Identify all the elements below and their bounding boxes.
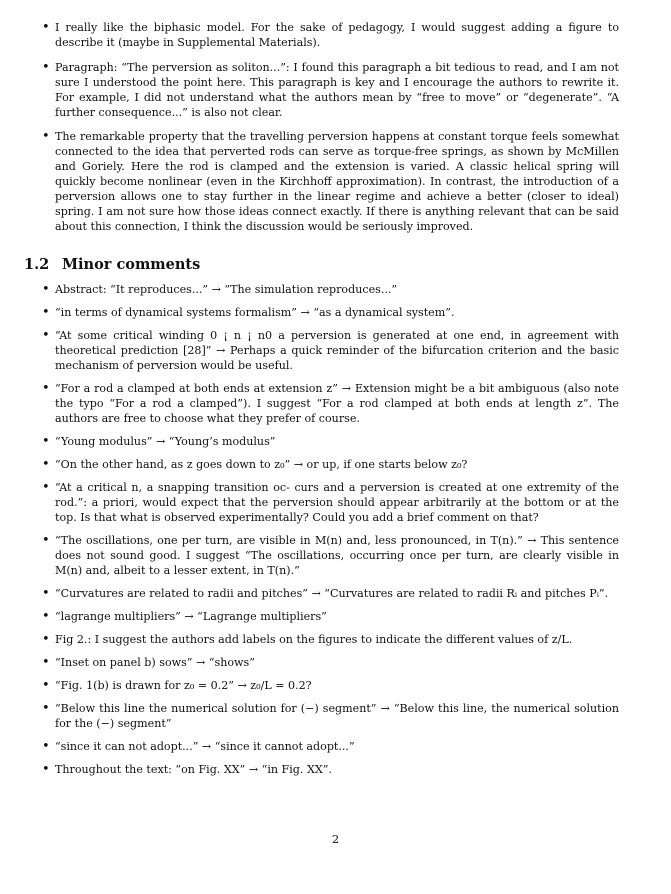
list-item: • “in terms of dynamical systems formalism” → “as a dynamical system”. — [43, 305, 619, 320]
list-item: • The remarkable property that the travelling perversion happens at constant torque feels somewhat connected to the idea that perverted rods can serve as torque-free springs, as shown by McMillen and Goriely. Here the rod is clamped and the extension is varied. A classic helical spring will quickly become nonlinear (even in the Kirchhoff approximation). In contrast, the introduction of a perversion allows one to stay further in the linear regime and achieve a better (closer to ideal) spring. I am not sure how those ideas connect exactly. If there is anything relevant that can be said about this connection, I think the discussion would be seriously improved. — [43, 129, 619, 234]
list-item: • “since it can not adopt...” → “since it cannot adopt...” — [43, 739, 619, 754]
list-item: • I really like the biphasic model. For the sake of pedagogy, I would suggest adding a figure to describe it (maybe in Supplemental Materials). — [43, 20, 619, 50]
section-number: 1.2 — [24, 256, 50, 273]
list-item: • “Below this line the numerical solution for (−) segment” → “Below this line, the numerical solution for the (−) segment” — [43, 701, 619, 731]
list-item: • Throughout the text: “on Fig. XX” → “in Fig. XX”. — [43, 762, 619, 777]
list-item: • “For a rod a clamped at both ends at extension z” → Extension might be a bit ambiguous (also note the typo “For a rod a clamped”). I suggest “For a rod clamped at both ends at length z”. The authors are free to choose what they prefer of course. — [43, 381, 619, 426]
list-item: • “At a critical n, a snapping transition oc- curs and a perversion is created at one extremity of the rod.”: a priori, would expect that the perversion should appear arbitrarily at the bottom or at the top. Is that what is observed experimentally? Could you add a brief comment on that? — [43, 480, 619, 525]
major-comments-list — [43, 20, 619, 244]
list-item: • Abstract: “It reproduces...” → “The simulation reproduces...” — [43, 282, 619, 297]
list-item: • “Inset on panel b) sows” → “shows” — [43, 655, 619, 670]
list-item: • “The oscillations, one per turn, are visible in M(n) and, less pronounced, in T(n).” → This sentence does not sound good. I suggest “The oscillations, occurring once per turn, are clearly visible in M(n) and, albeit to a lesser extent, in T(n).” — [43, 533, 619, 578]
list-item: • “Curvatures are related to radii and pitches” → “Curvatures are related to radii Rᵢ and pitches Pᵢ”. — [43, 586, 619, 601]
list-item: • Paragraph: “The perversion as soliton...”: I found this paragraph a bit tedious to read, and I am not sure I understood the point here. This paragraph is key and I encourage the authors to rewrite it. For example, I did not understand what the authors mean by “free to move” or “degenerate”. “A further consequence...” is also not clear. — [43, 60, 619, 120]
minor-comments-list — [43, 282, 619, 785]
section-heading — [24, 256, 200, 273]
list-item: • “At some critical winding 0 ¡ n ¡ n0 a perversion is generated at one end, in agreement with theoretical prediction [28]” → Perhaps a quick reminder of the bifurcation criterion and the basic mechanism of perversion would be useful. — [43, 328, 619, 373]
list-item: • “Fig. 1(b) is drawn for z₀ = 0.2” → z₀/L = 0.2? — [43, 678, 619, 693]
list-item: • Fig 2.: I suggest the authors add labels on the figures to indicate the different values of z/L. — [43, 632, 619, 647]
list-item: • “Young modulus” → “Young’s modulus” — [43, 434, 619, 449]
list-item: • “On the other hand, as z goes down to z₀” → or up, if one starts below z₀? — [43, 457, 619, 472]
page-number: 2 — [331, 832, 340, 846]
list-item: • “lagrange multipliers” → “Lagrange multipliers” — [43, 609, 619, 624]
section-title: Minor comments — [62, 256, 201, 273]
